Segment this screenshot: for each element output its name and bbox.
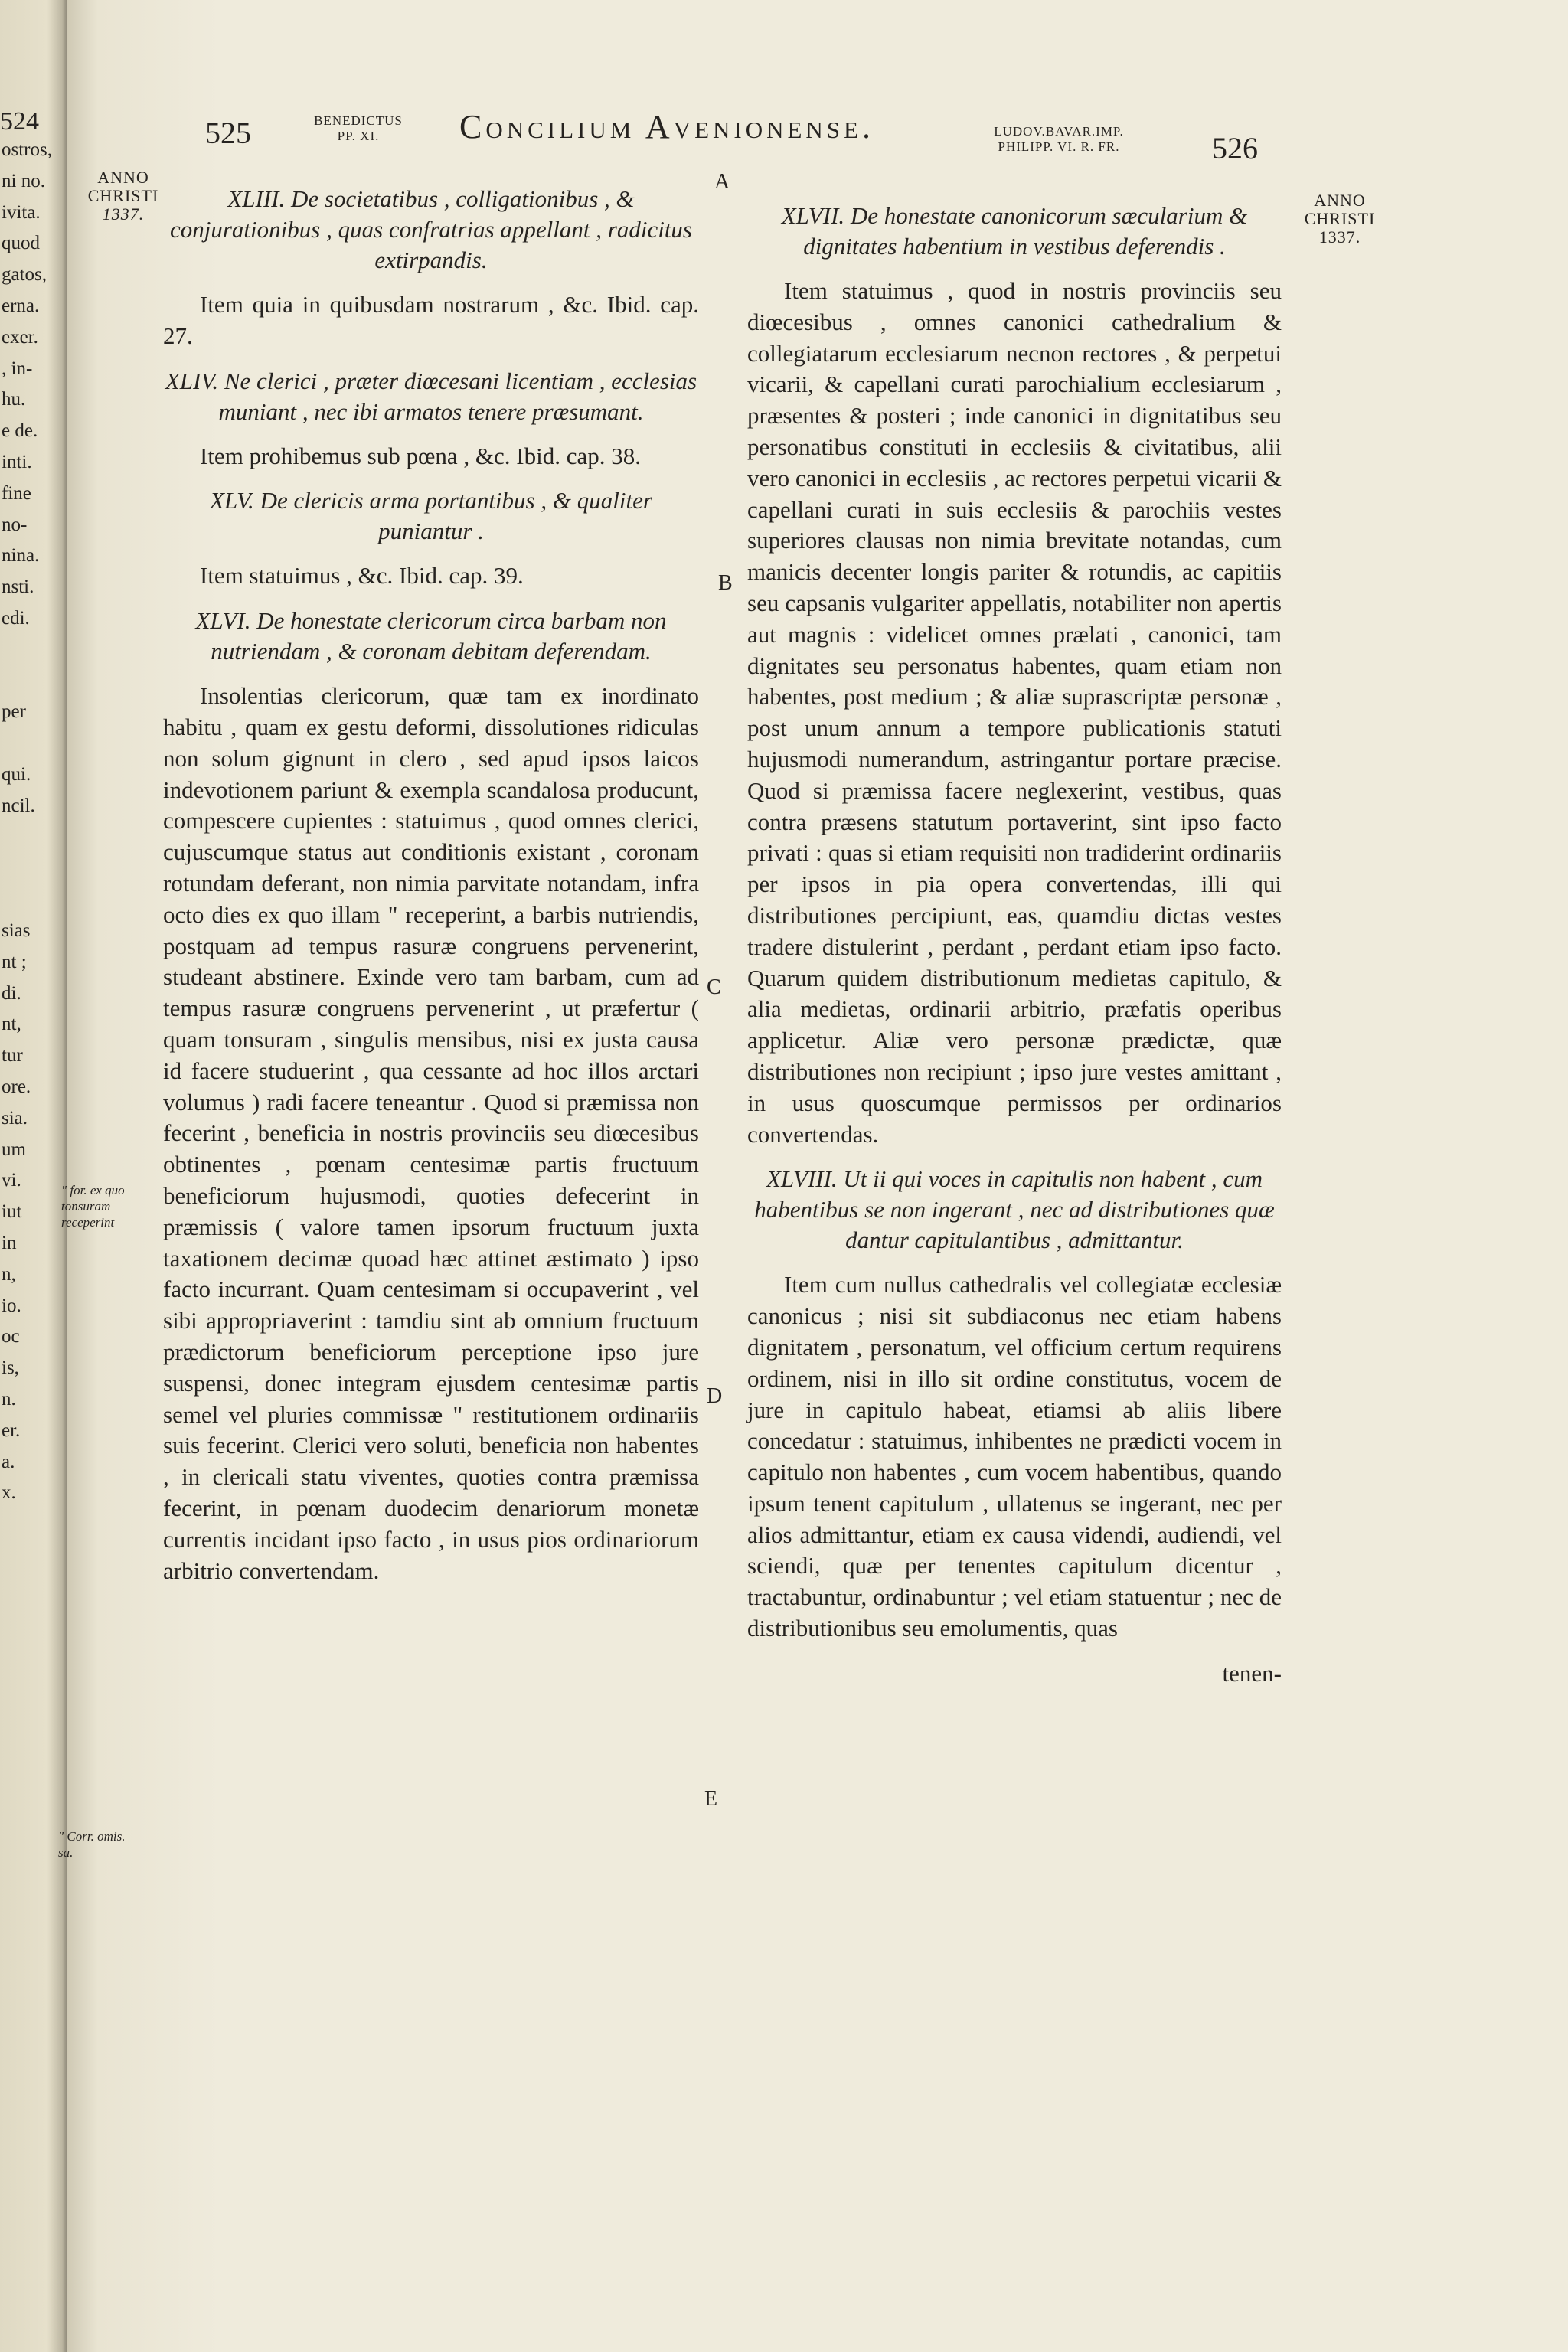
section-title: De societatibus , colligationibus , & conjurationibus , quas confratrias appellant , radicitus extirpandis. [169, 185, 692, 273]
fragment-line: inti. [2, 452, 32, 472]
section-title: Ut ii qui voces in capitulis non habent , cum habentibus se non ingerant , nec ad distributiones quæ dantur capitulantibus , admittantur. [754, 1165, 1275, 1254]
year-note-left: ANNO CHRISTI 1337. [87, 168, 159, 224]
citation-paragraph: Item quia in quibusdam nostrarum , &c. Ibid. cap. 27. [163, 291, 699, 349]
fragment-line: in [2, 1233, 17, 1253]
fragment-line: ivita. [2, 201, 41, 223]
column-marker-a: A [714, 170, 730, 194]
fragment-line: no- [2, 514, 28, 535]
fragment-line: quod [2, 233, 40, 254]
catchword: tenen- [1222, 1659, 1282, 1687]
section-title: Ne clerici , præter diœcesani licentiam , ecclesias muniant , nec ibi armatos tenere præsumant. [218, 367, 697, 425]
fragment-line: ostros, [2, 139, 52, 160]
fragment-line: n, [2, 1263, 16, 1285]
fragment-line: nsti. [2, 577, 34, 598]
fragment-line: oc [2, 1326, 20, 1348]
fragment-line: iut [2, 1201, 22, 1223]
left-column [163, 184, 699, 1600]
fragment-line: e de. [2, 420, 38, 442]
year-note-right: ANNO CHRISTI 1337. [1304, 191, 1376, 247]
fragment-line: , in- [2, 358, 33, 379]
section-number: XLVIII. [766, 1165, 838, 1193]
text-paragraph: Item statuimus , quod in nostris provinciis seu diœcesibus , omnes canonici cathedralium & collegiatarum ecclesiarum necnon rectores , & perpetui vicarii, & capellani curati parochialium ecclesiarum , præsentes & posteri ; inde canonici in dignitatibus seu personatibus constituti in ecclesiis & civitatibus, alii vero canonici in ecclesiis , ac rectores perpetui vicarii & capellani curati in suis ecclesiis & parochiis vestes superiores clausas non nimia brevitate notandas, cum manicis decenter longis pariter & rotundis, ac capitiis seu capsanis vulgariter appellatis, notabiliter non apertis aut magnis : videlicet omnes prælati , canonici, tam dignitates seu personatus habentes, quam etiam non habentes, post medium ; & aliæ suprascriptæ personæ , post unum annum a tempore publicationis statuti hujusmodi numerandum, astringantur portare præcise. Quod si præmissa facere neglexerint, vestibus, quas contra præsens statutum portaverint, sint ipso facto privati : quas si etiam requisiti non tradiderint ordinariis per ipsos in pia opera convertendas, illi qui distributiones percipiunt, eas, quamdiu dictas vestes tradere distulerint , perdant , perdant etiam ipso facto. Quarum quidem distributionum medietas capitulo, & alia medietas, ordinarii arbitrio, præfatis operibus applicetur. Aliæ vero personæ prædictæ, quæ distributiones non recipiunt ; ipso jure vestes amittant , in usus quoscumque permissos per ordinarios convertendas. [747, 277, 1282, 1148]
column-marker-b: B [718, 571, 733, 595]
section-number: XLIII. [227, 185, 286, 212]
section-heading [163, 184, 699, 276]
fragment-line: qui. [2, 764, 31, 785]
fragment-line: di. [2, 982, 21, 1004]
page-number-right: 526 [1212, 131, 1258, 165]
fragment-line: gatos, [2, 264, 47, 286]
fragment-line: er. [2, 1419, 21, 1441]
fragment-line: edi. [2, 608, 30, 629]
section-heading [163, 606, 699, 667]
column-marker-e: E [704, 1787, 718, 1811]
fragment-line: sia. [2, 1107, 28, 1129]
citation-paragraph: Item statuimus , &c. Ibid. cap. 39. [200, 562, 524, 590]
right-column [747, 201, 1282, 1690]
fragment-line: per [2, 701, 26, 723]
section-heading [163, 366, 699, 427]
previous-page-number: 524 [0, 107, 39, 136]
fragment-line: is, [2, 1357, 19, 1379]
fragment-line: a. [2, 1451, 15, 1472]
fragment-line: nt, [2, 1014, 21, 1035]
fragment-line: ncil. [2, 795, 35, 816]
fragment-line: erna. [2, 296, 40, 316]
previous-page-edge [0, 0, 67, 2352]
section-number: XLVI. [195, 607, 251, 635]
fragment-line: n. [2, 1389, 16, 1410]
page [58, 0, 1568, 2352]
section-title: De clericis arma portantibus , & qualiter puniantur . [260, 487, 652, 545]
running-head-pontiff: BENEDICTUS PP. XI. [314, 113, 403, 143]
section-number: XLVII. [781, 202, 845, 229]
fragment-line: tur [2, 1045, 23, 1067]
column-marker-d: D [707, 1384, 723, 1408]
section-heading [163, 485, 699, 547]
fragment-line: ore. [2, 1076, 31, 1097]
fragment-line: nina. [2, 545, 40, 567]
section-title: De honestate clericorum circa barbam non nutriendam , & coronam debitam deferendam. [211, 607, 667, 665]
fragment-line: nt ; [2, 951, 27, 972]
fragment-line: fine [2, 482, 31, 504]
section-number: XLIV. [165, 367, 219, 394]
citation-paragraph: Item prohibemus sub pœna , &c. Ibid. cap. 38. [200, 442, 641, 469]
fragment-line: um [2, 1138, 26, 1160]
column-marker-c: C [707, 975, 721, 999]
page-number-left: 525 [205, 116, 251, 150]
section-heading [747, 1164, 1282, 1256]
fragment-line: x. [2, 1482, 16, 1504]
running-head-emperor: LUDOV.BAVAR.IMP. PHILIPP. VI. R. FR. [994, 124, 1124, 154]
fragment-line: sias [2, 920, 31, 941]
section-heading [747, 201, 1282, 262]
running-head-title: Concilium Avenionense. [459, 108, 874, 145]
text-paragraph: Item cum nullus cathedralis vel collegiatæ ecclesiæ canonicus ; nisi sit subdiaconus nec etiam habens dignitatem , personatum, vel officium certum requirens ordinem, nisi in illo sit ordine constitutus, vocem de jure in capitulo habeat, etiamsi ab aliis libere concedatur : statuimus, inhibentes ne prædicti vocem in capitulo non habentes , cum vocem habentibus, quando ipsum tenent capitulum , ullatenus se ingerant, nec per alios admittantur, etiam ex causa videndi, audiendi, vel sciendi, quæ per tenentes capitulum dicentur , tractabuntur, ordinabuntur ; vel etiam statuentur ; nec de distributionibus seu emolumentis, quas [747, 1271, 1282, 1642]
margin-note-1: " for. ex quo tonsuram receperint [61, 1183, 125, 1230]
fragment-line: io. [2, 1295, 21, 1316]
fragment-line: vi. [2, 1170, 21, 1191]
fragment-line: ni no. [2, 170, 45, 191]
margin-note-2: " Corr. omis. sa. [58, 1829, 126, 1860]
section-title: De honestate canonicorum sæcularium & dignitates habentium in vestibus deferendis . [803, 202, 1248, 260]
text-paragraph: Insolentias clericorum, quæ tam ex inordinato habitu , quam ex gestu deformi, dissolutiones ridiculas non solum gignunt in clero , sed apud ipsos laicos indevotionem pariunt & exempla scandalosa producunt, compescere cupientes : statuimus , quod omnes clerici, cujuscumque status aut conditionis existant , coronam rotundam deferant, non nimia parvitate notandam, infra octo dies ex quo illam " receperint, a barbis nutriendis, postquam ad tempus rasuræ congruens pervenerint, studeant abstinere. Exinde vero tam barbam, cum ad tempus rasuræ congruens pervenerint , ut præfertur ( quam tonsuram , singulis mensibus, nisi ex justa causa id facere studuerint , qua cessante ad hoc illos arctari volumus ) radi facere teneantur . Quod si præmissa non fecerint , beneficia in nostris provinciis seu diœcesibus obtinentes , pœnam centesimæ partis fructuum beneficiorum hujusmodi, quoties defecerint in præmissis ( valore tamen ipsorum fructuum juxta taxationem decimæ quoad hæc attinet æstimato ) ipso facto incurrant. Quam centesimam si occupaverint , vel sibi appropriaverint : tamdiu sint ab omnium fructuum prædictorum beneficiorum perceptione ipso jure suspensi, donec integram ejusdem centesimæ partis semel vel pluries commissæ " restitutionem ordinariis suis fecerint. Clerici vero soluti, beneficia non habentes , in clericali statu viventes, quoties contra præmissa fecerint, in pœnam duodecim denariorum monetæ currentis incidant ipso facto , in usus pios ordinariorum arbitrio convertendam. [163, 682, 699, 1584]
section-number: XLV. [210, 487, 254, 514]
fragment-line: hu. [2, 389, 26, 410]
fragment-line: exer. [2, 326, 38, 348]
